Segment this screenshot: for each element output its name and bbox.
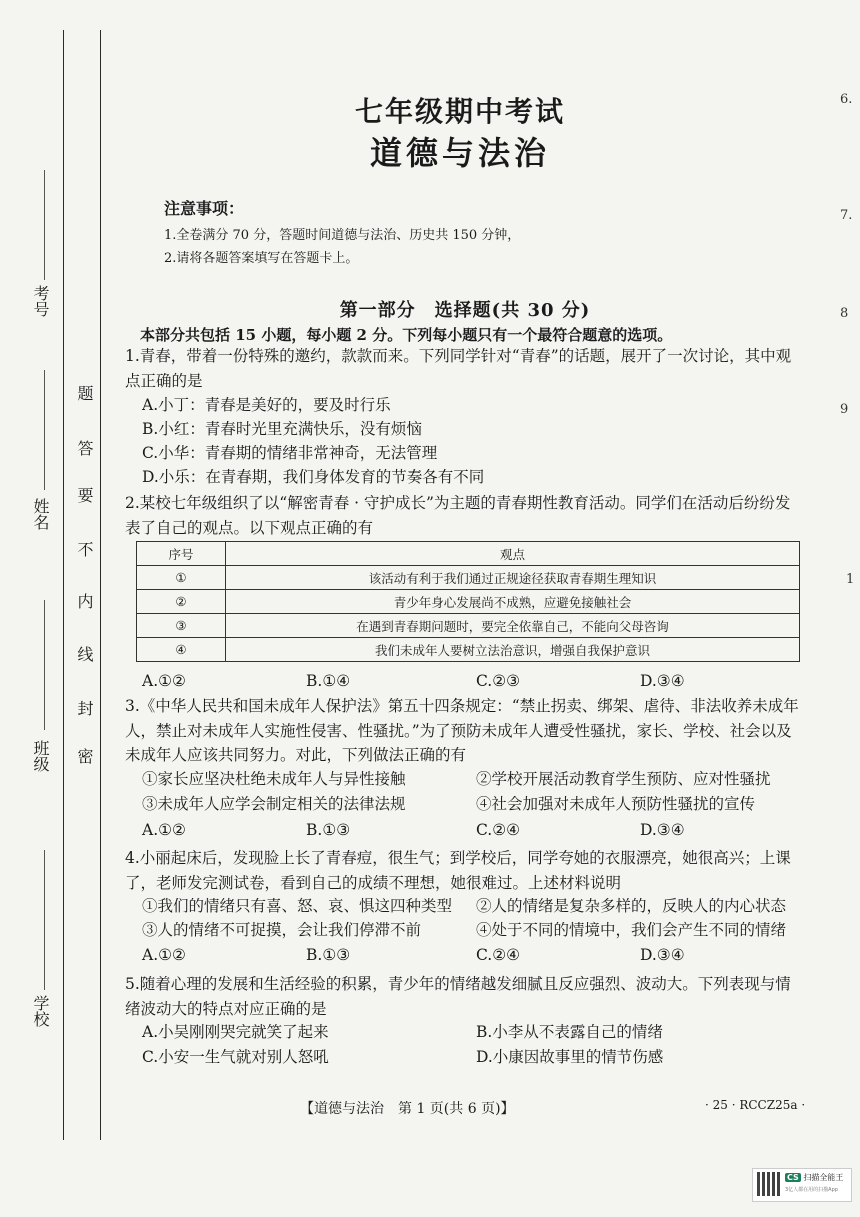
- q3-item-3: ③未成年人应学会制定相关的法律法规: [142, 795, 406, 813]
- question-5-stem: 5.随着心理的发展和生活经验的积累，青少年的情绪越发细腻且反应强烈、波动大。下列表现与情绪波动大的特点对应正确的是: [125, 975, 791, 1018]
- subject-title: 道德与法治: [369, 134, 550, 172]
- name-label: 姓名: [31, 498, 50, 530]
- seal-char-3: 要: [75, 487, 94, 503]
- q4-answer-a: A.①②: [142, 946, 186, 964]
- edge-number: 7.: [840, 208, 853, 223]
- q1-option-d: D.小乐：在青春期，我们身体发育的节奏各有不同: [142, 468, 485, 486]
- exam-number-label: 考号: [31, 285, 50, 317]
- question-2-stem: 2.某校七年级组织了以“解密青春 · 守护成长”为主题的青春期性教育活动。同学们在活动后纷纷发表了自己的观点。以下观点正确的有: [125, 494, 791, 537]
- school-blank: [44, 850, 45, 990]
- scanner-watermark: [752, 1168, 852, 1202]
- q4-answer-b: B.①③: [306, 946, 351, 964]
- q3-answer-d: D.③④: [640, 821, 685, 839]
- q3-item-1: ①家长应坚决杜绝未成年人与异性接触: [142, 770, 406, 788]
- q4-item-2: ②人的情绪是复杂多样的，反映人的内心状态: [476, 897, 787, 915]
- q5-option-d: D.小康因故事里的情节伤感: [476, 1048, 664, 1066]
- question-3-stem: 3.《中华人民共和国未成年人保护法》第五十四条规定：“禁止拐卖、绑架、虐待、非法收养未成年人，禁止对未成年人实施性侵害、性骚扰。”为了预防未成年人遭受性骚扰，家长、学校、社会以及未成年人应该共同努力。对此，下列做法正确的有: [125, 697, 799, 764]
- seal-char-6: 线: [75, 646, 94, 662]
- q5-option-b: B.小李从不表露自己的情绪: [476, 1023, 663, 1041]
- edge-number: 1: [846, 572, 855, 587]
- q4-answer-d: D.③④: [640, 946, 685, 964]
- paper-code: · 25 · RCCZ25a ·: [705, 1098, 806, 1112]
- name-blank: [44, 370, 45, 490]
- section-instruction: 本部分共包括 15 小题，每小题 2 分。下列每小题只有一个最符合题意的选项。: [140, 326, 673, 344]
- edge-number: 6.: [840, 92, 853, 107]
- seal-char-8: 密: [75, 748, 94, 764]
- note-item-2: 2.请将各题答案填写在答题卡上。: [164, 251, 359, 266]
- edge-number: 8: [840, 306, 849, 321]
- qr-code-icon: [757, 1172, 781, 1196]
- q5-option-a: A.小吴刚刚哭完就笑了起来: [142, 1023, 329, 1041]
- table-header-number: 序号: [137, 542, 226, 566]
- table-cell-view: 该活动有利于我们通过正规途径获取青春期生理知识: [226, 566, 800, 590]
- table-cell-view: 青少年身心发展尚不成熟，应避免接触社会: [226, 590, 800, 614]
- notes-heading: 注意事项：: [164, 199, 245, 218]
- question-4-stem: 4.小丽起床后，发现脸上长了青春痘，很生气；到学校后，同学夸她的衣服漂亮，她很高兴；上课了，老师发完测试卷，看到自己的成绩不理想，她很难过。上述材料说明: [125, 849, 791, 892]
- table-row: [137, 590, 800, 614]
- table-cell-number: ③: [137, 614, 226, 638]
- cs-logo-icon: CS: [787, 1173, 799, 1182]
- q1-option-b: B.小红：青春时光里充满快乐，没有烦恼: [142, 420, 422, 438]
- q2-answer-c: C.②③: [476, 672, 521, 690]
- viewpoints-table: [136, 541, 800, 662]
- q4-answer-c: C.②④: [476, 946, 521, 964]
- q4-item-3: ③人的情绪不可捉摸，会让我们停滞不前: [142, 921, 422, 939]
- seal-char-7: 封: [75, 700, 94, 716]
- q1-option-c: C.小华：青春期的情绪非常神奇，无法管理: [142, 444, 438, 462]
- q3-item-4: ④社会加强对未成年人预防性骚扰的宣传: [476, 795, 756, 813]
- seal-char-2: 答: [75, 440, 94, 456]
- section-heading: 第一部分 选择题(共 30 分): [339, 300, 591, 321]
- table-cell-number: ②: [137, 590, 226, 614]
- table-row: [137, 566, 800, 590]
- exam-number-blank: [44, 170, 45, 280]
- class-blank: [44, 600, 45, 730]
- edge-number: 9: [840, 402, 849, 417]
- seal-char-1: 题: [75, 385, 94, 401]
- binding-line-inner: [100, 30, 101, 1140]
- table-cell-view: 在遇到青春期问题时，要完全依靠自己，不能向父母咨询: [226, 614, 800, 638]
- q3-answer-a: A.①②: [142, 821, 186, 839]
- table-row: [137, 614, 800, 638]
- q2-answer-b: B.①④: [306, 672, 351, 690]
- binding-line-outer: [63, 30, 64, 1140]
- table-header-view: 观点: [226, 542, 800, 566]
- table-cell-number: ①: [137, 566, 226, 590]
- class-label: 班级: [31, 740, 50, 772]
- note-item-1: 1.全卷满分 70 分，答题时间道德与法治、历史共 150 分钟，: [164, 228, 521, 243]
- page-footer: 【道德与法治 第 1 页(共 6 页)】: [300, 1101, 515, 1117]
- q3-answer-c: C.②④: [476, 821, 521, 839]
- table-header-row: [137, 542, 800, 566]
- scanner-name: 扫描全能王: [803, 1173, 844, 1182]
- table-row: [137, 638, 800, 662]
- q2-answer-d: D.③④: [640, 672, 685, 690]
- scanner-tagline: 3亿人都在用的扫描App: [785, 1187, 838, 1193]
- table-cell-number: ④: [137, 638, 226, 662]
- q4-item-4: ④处于不同的情境中，我们会产生不同的情绪: [476, 921, 787, 939]
- q2-answer-a: A.①②: [142, 672, 186, 690]
- school-label: 学校: [31, 995, 50, 1027]
- q5-option-c: C.小安一生气就对别人怒吼: [142, 1048, 329, 1066]
- q1-option-a: A.小丁：青春是美好的，要及时行乐: [142, 396, 391, 414]
- q3-item-2: ②学校开展活动教育学生预防、应对性骚扰: [476, 770, 771, 788]
- seal-char-4: 不: [75, 541, 94, 557]
- q3-answer-b: B.①③: [306, 821, 351, 839]
- exam-title: 七年级期中考试: [354, 95, 565, 128]
- table-cell-view: 我们未成年人要树立法治意识，增强自我保护意识: [226, 638, 800, 662]
- question-1-stem: 1.青春，带着一份特殊的邀约，款款而来。下列同学针对“青春”的话题，展开了一次讨论，其中观点正确的是: [125, 347, 792, 390]
- q4-item-1: ①我们的情绪只有喜、怒、哀、惧这四种类型: [142, 897, 453, 915]
- seal-char-5: 内: [75, 593, 94, 609]
